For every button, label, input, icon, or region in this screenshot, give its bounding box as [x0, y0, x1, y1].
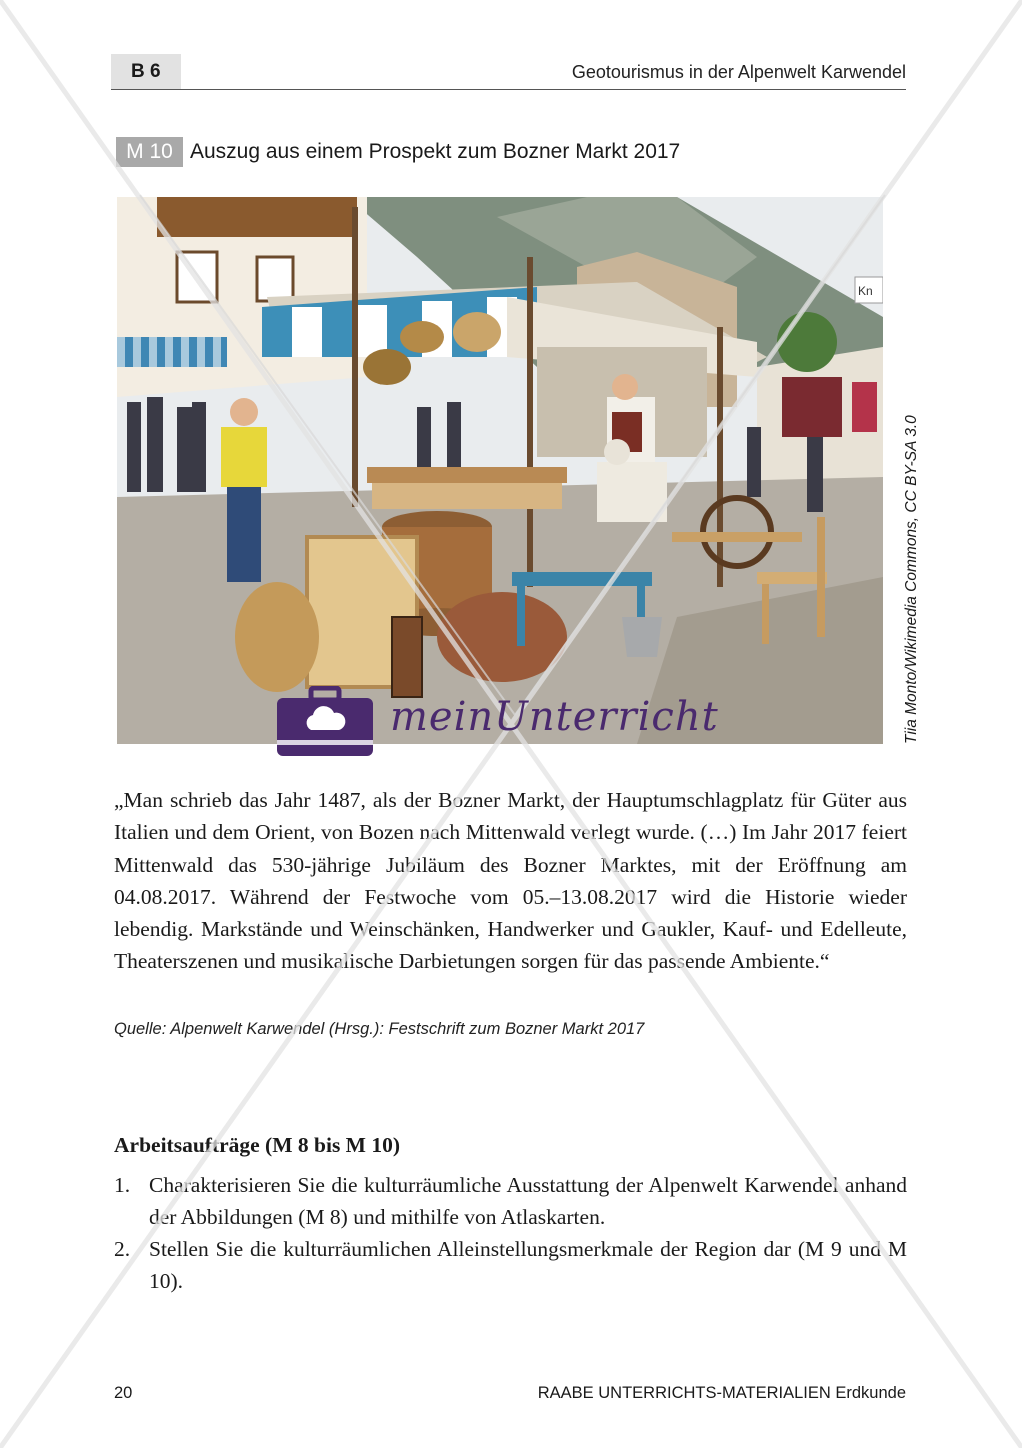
header-divider — [111, 89, 906, 90]
task-text: Stellen Sie die kulturräumlichen Alleinstellungsmerkmale der Region dar (M 9 und M 10). — [149, 1237, 907, 1294]
task-number: 1. — [114, 1173, 131, 1197]
tasks-heading: Arbeitsaufträge (M 8 bis M 10) — [114, 1133, 401, 1157]
task-item-2 — [114, 1233, 907, 1298]
photo-credit: Tiia Monto/Wikimedia Commons, CC BY-SA 3.0 — [903, 415, 920, 744]
section-badge: B 6 — [111, 54, 181, 90]
task-item-1 — [114, 1169, 907, 1234]
watermark-text: meinUnterricht — [390, 694, 719, 740]
material-badge: M 10 — [116, 137, 183, 167]
market-photo — [117, 197, 883, 744]
page-number: 20 — [114, 1384, 133, 1402]
task-number: 2. — [114, 1237, 131, 1261]
material-title: Auszug aus einem Prospekt zum Bozner Markt 2017 — [190, 140, 681, 163]
quote-text: „Man schrieb das Jahr 1487, als der Bozner Markt, der Hauptumschlagplatz für Güter aus Italien und dem Orient, von Bozen nach Mittenwald verlegt wurde. (…) Im Jahr 2017 feiert Mittenwald das 530-jährige Jubiläum des Bozner Marktes, mit der Eröffnung am 04.08.2017. Während der Festwoche vom 05.–13.08.2017 wird die Historie wieder lebendig. Markstände und Weinschänken, Handwerker und Gaukler, Kauf- und Edelleute, Theaterszenen und musikalische Darbietungen sorgen für das passende Ambiente.“ — [114, 788, 907, 974]
task-text: Charakterisieren Sie die kulturräumliche Ausstattung der Alpenwelt Karwendel anhand der Abbildungen (M 8) und mithilfe von Atlaskarten. — [149, 1173, 907, 1230]
header-title: Geotourismus in der Alpenwelt Karwendel — [571, 62, 906, 82]
quote-source: Quelle: Alpenwelt Karwendel (Hrsg.): Festschrift zum Bozner Markt 2017 — [114, 1020, 645, 1038]
footer-publisher: RAABE UNTERRICHTS-MATERIALIEN Erdkunde — [537, 1384, 906, 1402]
shop-sign-text: Kn — [858, 284, 873, 298]
